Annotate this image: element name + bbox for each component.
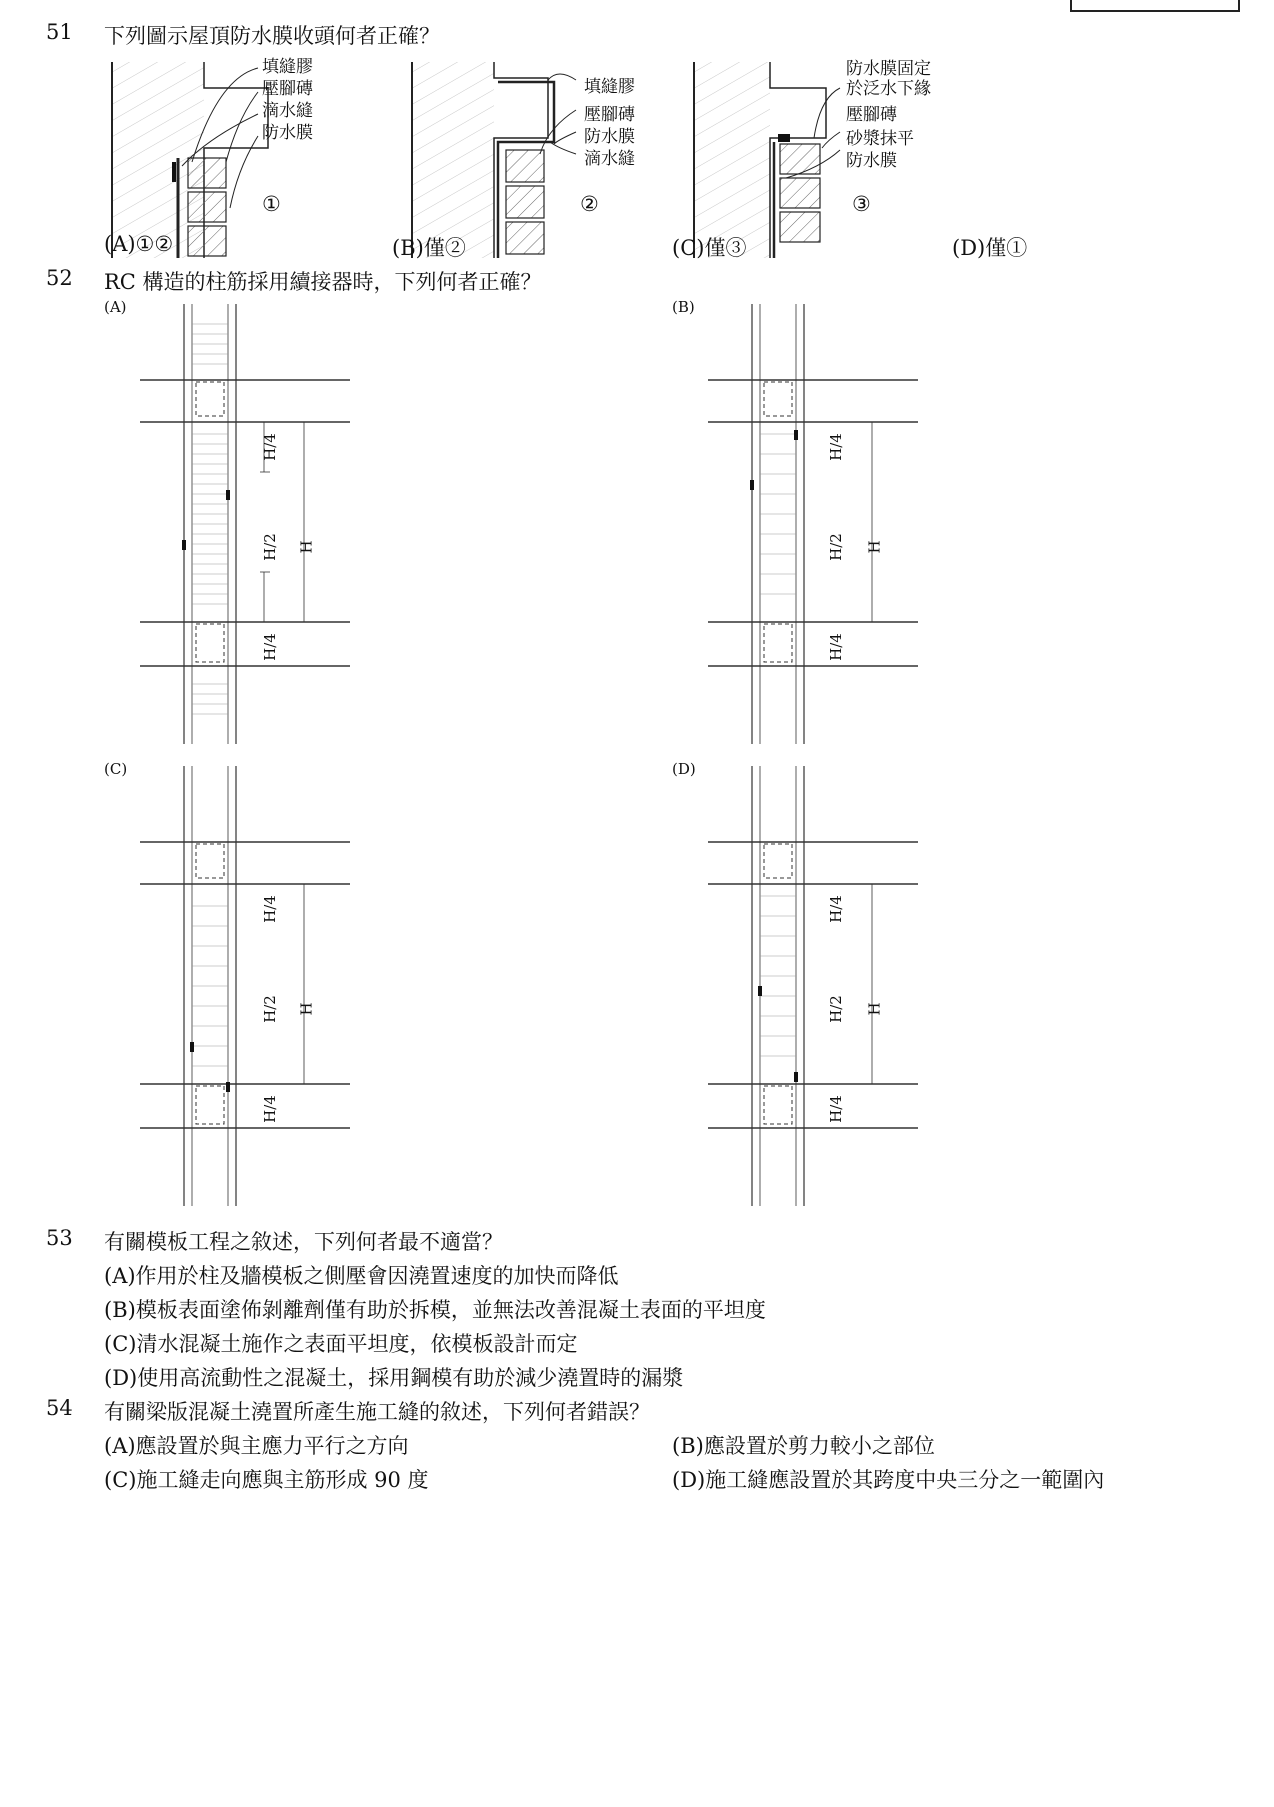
q51-option-d[interactable]: (D)僅①	[952, 236, 1028, 260]
q51-figure-1	[108, 58, 378, 258]
q54-option-c[interactable]: (C)施工縫走向應與主筋形成 90 度	[104, 1468, 429, 1492]
q51-figure-2	[408, 58, 678, 258]
q51-fig2-num: ②	[580, 192, 599, 216]
q51-fig2-label: 填縫膠	[584, 77, 635, 97]
q51-fig2-label: 滴水縫	[584, 149, 635, 169]
q52-panel-b-diagram	[708, 304, 928, 744]
q51-question: 下列圖示屋頂防水膜收頭何者正確？	[104, 24, 440, 48]
q51-number: 51	[46, 20, 73, 44]
q51-fig1-label: 填縫膠	[262, 57, 313, 77]
q51-fig3-label: 防水膜固定	[846, 59, 931, 79]
q51-option-b[interactable]: (B)僅②	[392, 236, 466, 260]
q52-number: 52	[46, 266, 73, 290]
q52-d-dim-quarter-bottom: H/4	[826, 1095, 845, 1123]
q52-d-dim-full: H	[865, 1002, 884, 1016]
q51-fig1-num: ①	[262, 192, 281, 216]
q51-fig3-num: ③	[852, 192, 871, 216]
q52-a-dim-full: H	[297, 540, 316, 554]
q52-a-dim-quarter-top: H/4	[260, 433, 279, 461]
q52-panel-d-diagram	[708, 766, 928, 1206]
q52-panel-a-label[interactable]: (A)	[104, 298, 127, 316]
q52-panel-d-label[interactable]: (D)	[672, 760, 696, 778]
q51-fig3-label: 砂漿抹平	[846, 129, 914, 149]
q54-question: 有關梁版混凝土澆置所產生施工縫的敘述，下列何者錯誤？	[104, 1400, 650, 1424]
q53-option-d[interactable]: (D)使用高流動性之混凝土，採用鋼模有助於減少澆置時的漏漿	[104, 1366, 684, 1390]
q52-c-dim-half: H/2	[260, 995, 279, 1023]
q51-option-a[interactable]: (A)①②	[104, 232, 174, 256]
q51-fig1-label: 滴水縫	[262, 101, 313, 121]
q52-a-dim-half: H/2	[260, 533, 279, 561]
q52-panel-b-label[interactable]: (B)	[672, 298, 695, 316]
q52-d-dim-half: H/2	[826, 995, 845, 1023]
q51-fig3-label: 壓腳磚	[846, 105, 897, 125]
q51-fig1-label: 壓腳磚	[262, 79, 313, 99]
header-box	[1070, 0, 1240, 12]
q52-panel-a-diagram	[140, 304, 360, 744]
q51-fig2-label: 壓腳磚	[584, 105, 635, 125]
q52-b-dim-quarter-top: H/4	[826, 433, 845, 461]
q52-b-dim-full: H	[865, 540, 884, 554]
q52-panel-c-label[interactable]: (C)	[104, 760, 128, 778]
q52-c-dim-full: H	[297, 1002, 316, 1016]
q52-b-dim-quarter-bottom: H/4	[826, 633, 845, 661]
q52-panel-c-diagram	[140, 766, 360, 1206]
q54-option-d[interactable]: (D)施工縫應設置於其跨度中央三分之一範圍內	[672, 1468, 1105, 1492]
q52-d-dim-quarter-top: H/4	[826, 895, 845, 923]
q52-b-dim-half: H/2	[826, 533, 845, 561]
q54-number: 54	[46, 1396, 73, 1420]
q53-option-a[interactable]: (A)作用於柱及牆模板之側壓會因澆置速度的加快而降低	[104, 1264, 619, 1288]
q54-option-b[interactable]: (B)應設置於剪力較小之部位	[672, 1434, 935, 1458]
q52-question: RC 構造的柱筋採用續接器時，下列何者正確？	[104, 270, 542, 294]
q51-fig1-label: 防水膜	[262, 123, 313, 143]
q52-c-dim-quarter-bottom: H/4	[260, 1095, 279, 1123]
q51-fig3-label: 於泛水下緣	[846, 79, 931, 99]
q51-option-c[interactable]: (C)僅③	[672, 236, 747, 260]
q52-c-dim-quarter-top: H/4	[260, 895, 279, 923]
q54-option-a[interactable]: (A)應設置於與主應力平行之方向	[104, 1434, 409, 1458]
q51-fig2-label: 防水膜	[584, 127, 635, 147]
q51-fig3-label: 防水膜	[846, 151, 897, 171]
q52-a-dim-quarter-bottom: H/4	[260, 633, 279, 661]
q53-option-c[interactable]: (C)清水混凝土施作之表面平坦度，依模板設計而定	[104, 1332, 578, 1356]
q53-number: 53	[46, 1226, 73, 1250]
q53-option-b[interactable]: (B)模板表面塗佈剝離劑僅有助於拆模，並無法改善混凝土表面的平坦度	[104, 1298, 766, 1322]
q53-question: 有關模板工程之敘述，下列何者最不適當？	[104, 1230, 503, 1254]
